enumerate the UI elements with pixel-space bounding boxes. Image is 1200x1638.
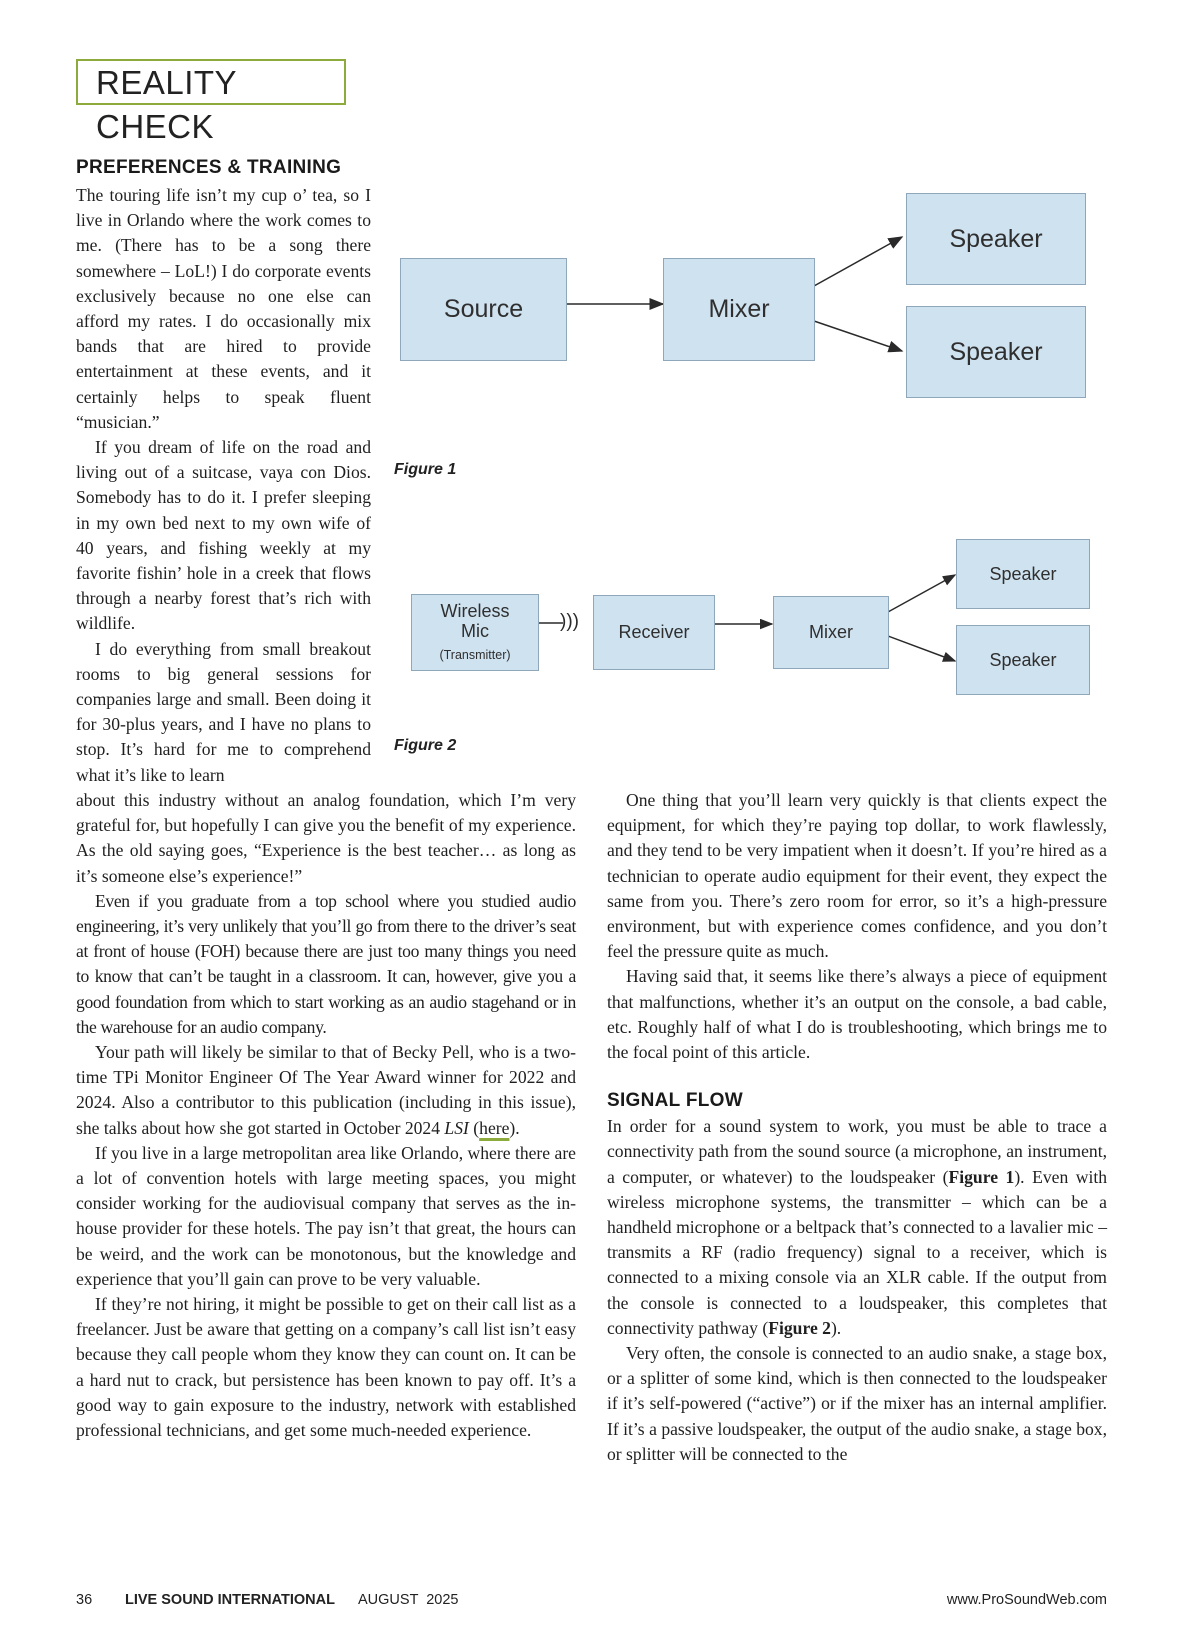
paragraph: The touring life isn’t my cup o’ tea, so I live in Orlando where the work comes to me. (There has to be a song there somewhere – LoL!) I do corporate events exclusively because no one else can afford my rates. I do occasionally mix bands that are hired to provide entertainment at these events, and it certainly helps to speak fluent “musician.” [76,185,371,432]
paragraph: If you live in a large metropolitan area like Orlando, where there are a lot of convention hotels with large meeting spaces, you might consider working for the audiovisual company that serves as the in-house provider for these hotels. The pay isn’t that great, the hours can be weird, and the work can be monotonous, but the knowledge and experience that you’ll gain can prove to be very valuable. [76,1142,576,1289]
page-number: 36 [76,1592,93,1608]
left-column-top [76,157,371,788]
figure-2-diagram [400,539,1100,699]
paragraph: One thing that you’ll learn very quickly is that clients expect the equipment, for which they’re paying top dollar, to work flawlessly, and they tend to be very impatient when it doesn’t. If you’re hired as a technician to operate audio equipment for their event, they expect the same from you. There’s zero room for error, so it’s a high-pressure environment, but with experience comes confidence, and you don’t feel the pressure quite as much. [607,790,1107,962]
paragraph: Your path will likely be similar to that of Becky Pell, who is a two-time TPi Monitor Engineer Of The Year Award winner for 2022 and 2024. Also a contributor to this publication (including in this issue), she talks about how she got started in October 2024 LSI (here). [76,1042,576,1138]
mixer-box: Mixer [663,258,815,361]
publication-name: LIVE SOUND INTERNATIONAL [125,1592,335,1608]
paragraph: I do everything from small breakout rooms to big general sessions for companies large and small. Been doing it for 30-plus years, and I have no plans to stop. It’s hard for me to comprehend what it’s like to learn [76,638,371,785]
section-tag: REALITY CHECK [76,59,346,105]
paragraph: If they’re not hiring, it might be possible to get on their call list as a freelancer. Just be aware that getting on a company’s call list isn’t easy because they call people whom they know they can count on. It can be a hard nut to crack, but persistence has been known to pay off. It’s a good way to gain exposure to the industry, network with established professional technicians, and get some much-needed experience. [76,1294,576,1441]
wireless-mic-box: Wireless Mic (Transmitter) [411,594,539,671]
publication-abbrev: LSI [444,1117,469,1138]
paragraph: Very often, the console is connected to an audio snake, a stage box, or a splitter of some kind, which is then connected to the loudspeaker if it’s self-powered (“active”) or if the mixer has an internal amplifier. If it’s a passive loudspeaker, the output of the audio snake, a stage box, or splitter will be connected to the [607,1343,1107,1464]
page-footer [76,1592,1107,1614]
speaker-bottom-box: Speaker [906,306,1086,398]
paragraph: about this industry without an analog foundation, which I’m very grateful for, but hopefully I can give you the benefit of my experience. As the old saying goes, “Experience is the best teacher… as long as it’s someone else’s experience!” [76,790,576,886]
left-column-bottom [76,788,576,1443]
figure-2-caption: Figure 2 [394,737,457,754]
here-link[interactable]: here [479,1117,510,1138]
preferences-heading: PREFERENCES & TRAINING [76,157,342,178]
speaker-top-box: Speaker [906,193,1086,285]
figure-1-caption: Figure 1 [394,461,457,478]
issue-date: AUGUST 2025 [358,1592,459,1608]
figure-2-ref: Figure 2 [768,1317,831,1338]
arrow-mixer-speaker-bottom [888,636,955,661]
speaker-bottom-box-2: Speaker [956,625,1090,695]
receiver-box: Receiver [593,595,715,670]
paragraph: If you dream of life on the road and living out of a suitcase, vaya con Dios. Somebody has to do it. I prefer sleeping in my own bed next to my own wife of 40 years, and fishing weekly at my favorite fishin’ hole in a creek that flows through a nearby forest that’s rich with wildlife. [76,437,371,634]
speaker-top-box-2: Speaker [956,539,1090,609]
paragraph: Even if you graduate from a top school where you studied audio engineering, it’s very unlikely that you’ll go from there to the driver’s seat at front of house (FOH) because there are just too many things you need to know that can’t be taught in a classroom. It can, however, give you a good foundation from which to start working as an audio stagehand or in the warehouse for an audio company. [76,890,576,1037]
arrow-mixer-speaker-bottom [814,321,902,351]
right-column [607,788,1107,1467]
website-link[interactable]: www.ProSoundWeb.com [946,1592,1107,1608]
paragraph: In order for a sound system to work, you must be able to trace a connectivity path from the sound source (a microphone, an instrument, a computer, or whatever) to the loudspeaker (Figure 1). Even with wireless microphone systems, the transmitter – which can be a handheld microphone or a beltpack that’s connected to a lavalier mic – transmits a RF (radio frequency) signal to a receiver, which is connected to a mixing console via an XLR cable. If the output from the console is connected to a loudspeaker, this completes that connectivity pathway (Figure 2). [607,1116,1108,1338]
arrow-mixer-speaker-top [888,575,955,612]
signal-flow-heading: SIGNAL FLOW [607,1090,743,1112]
paragraph: Having said that, it seems like there’s always a piece of equipment that malfunctions, whether it’s an output on the console, a bad cable, etc. Roughly half of what I do is troubleshooting, which brings me to the focal point of this article. [607,966,1107,1063]
figure-1-ref: Figure 1 [948,1166,1015,1187]
arrow-mixer-speaker-top [814,237,902,286]
source-box: Source [400,258,567,361]
figure-1-diagram [400,193,1100,408]
rf-signal-icon: ))) [560,611,579,632]
mixer-box-2: Mixer [773,596,889,669]
